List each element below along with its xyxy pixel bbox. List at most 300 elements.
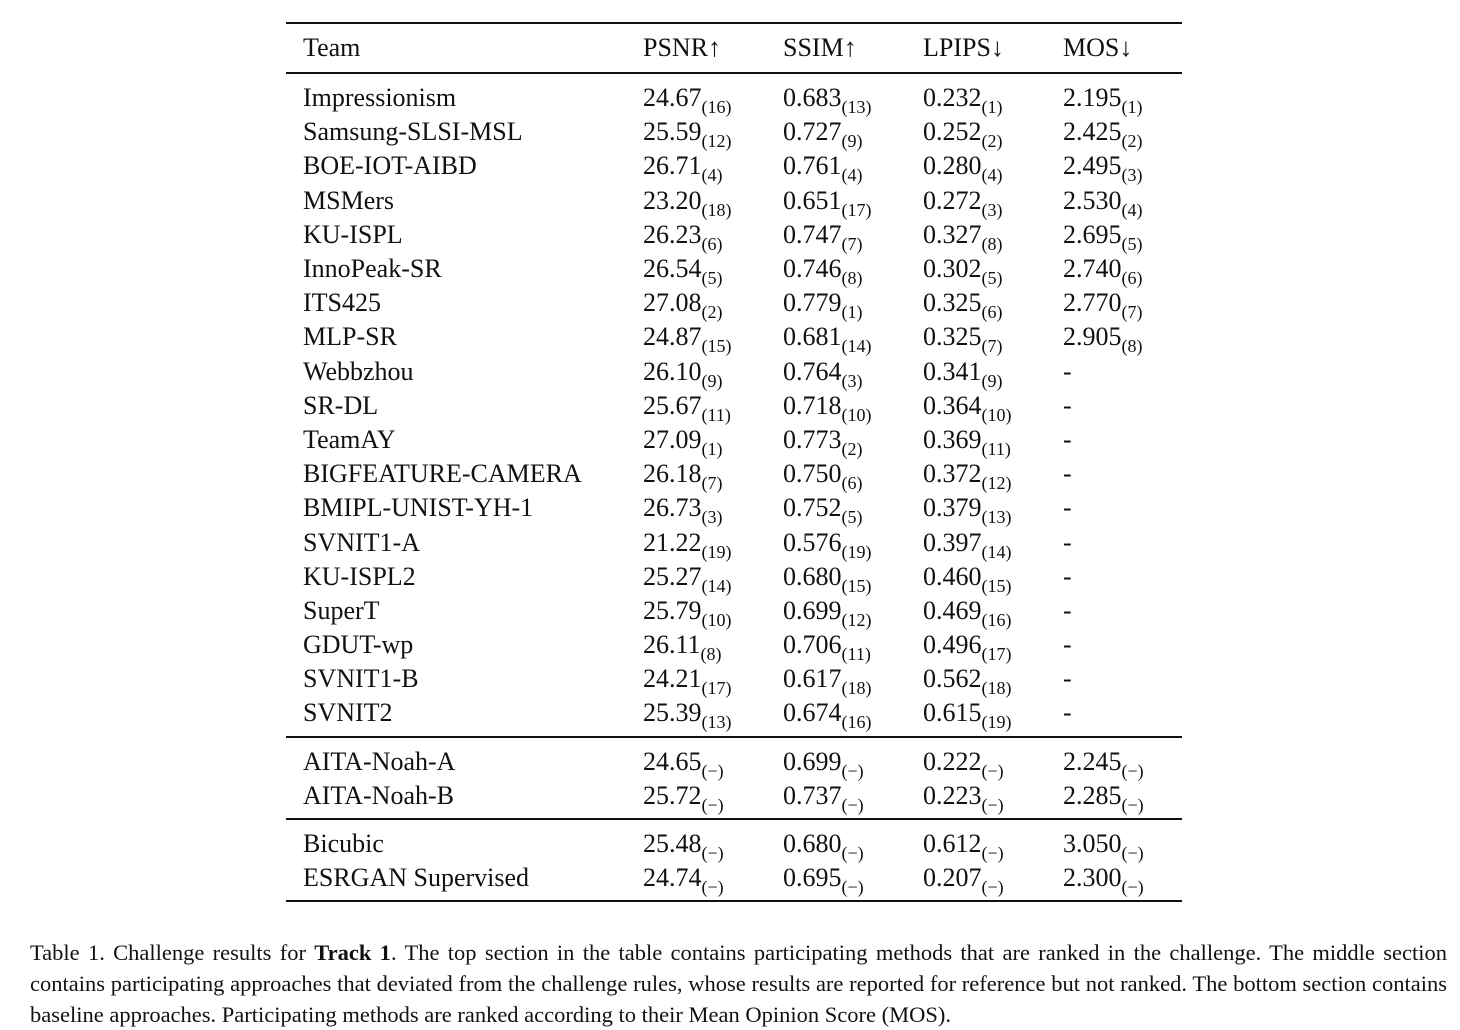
ssim-cell — [783, 457, 923, 494]
lpips-value: 0.341 — [923, 356, 982, 386]
lpips-rank: (18) — [981, 678, 1012, 699]
lpips-rank-value: 7 — [987, 336, 997, 357]
lpips-cell — [923, 662, 1063, 699]
psnr-rank: (−) — [701, 794, 724, 815]
lpips-rank: (9) — [981, 370, 1003, 391]
psnr-value: 27.09 — [643, 424, 702, 454]
psnr-value: 24.87 — [643, 322, 702, 352]
psnr-rank: (2) — [701, 302, 723, 323]
lpips-rank: (10) — [981, 404, 1012, 425]
psnr-cell — [643, 149, 783, 186]
psnr-rank-value: 8 — [706, 644, 716, 665]
mos-cell — [1063, 696, 1182, 736]
mos-rank-value: 2 — [1127, 131, 1137, 152]
caption-track-label: Track 1 — [314, 939, 391, 965]
mos-cell — [1063, 737, 1182, 779]
ssim-value: 0.576 — [783, 527, 842, 557]
lpips-rank: (17) — [981, 644, 1012, 665]
table-header — [286, 23, 1182, 73]
lpips-rank: (19) — [981, 712, 1012, 733]
lpips-rank-value: 3 — [987, 199, 997, 220]
mos-rank-value: 6 — [1127, 268, 1137, 289]
ssim-cell — [783, 662, 923, 699]
team-name: SVNIT1-B — [303, 664, 419, 694]
psnr-rank: (19) — [701, 541, 732, 562]
lpips-rank-value: − — [987, 760, 998, 781]
lpips-rank-value: 10 — [987, 404, 1006, 425]
lpips-cell — [923, 286, 1063, 323]
lpips-value: 0.327 — [923, 219, 982, 249]
ssim-rank-value: 9 — [847, 131, 857, 152]
psnr-rank-value: 18 — [707, 199, 726, 220]
mos-cell — [1063, 149, 1182, 186]
table-row — [286, 149, 1182, 183]
lpips-cell — [923, 73, 1063, 118]
psnr-rank: (13) — [701, 712, 732, 733]
ssim-cell — [783, 560, 923, 594]
lpips-value: 0.280 — [923, 151, 982, 181]
ssim-value: 0.727 — [783, 117, 842, 147]
ssim-rank-value: 14 — [847, 336, 866, 357]
team-name: KU-ISPL2 — [303, 561, 416, 591]
lpips-cell — [923, 115, 1063, 152]
ssim-value: 0.674 — [783, 698, 842, 728]
psnr-rank: (14) — [701, 575, 732, 596]
psnr-value: 25.67 — [643, 390, 702, 420]
mos-rank: (3) — [1121, 165, 1143, 186]
team-name: SuperT — [303, 595, 380, 625]
team-name: MSMers — [303, 185, 395, 215]
table-row — [286, 355, 1182, 389]
lpips-rank-value: 9 — [987, 370, 997, 391]
psnr-cell — [643, 286, 783, 323]
mos-value: - — [1063, 493, 1072, 523]
mos-value: - — [1063, 664, 1072, 694]
psnr-rank: (16) — [701, 97, 732, 118]
ssim-rank: (19) — [841, 541, 872, 562]
ssim-rank-value: − — [847, 794, 858, 815]
team-name: BOE-IOT-AIBD — [303, 151, 477, 181]
table-row — [286, 218, 1182, 252]
mos-value: - — [1063, 698, 1072, 728]
psnr-value: 23.20 — [643, 185, 702, 215]
mos-rank: (−) — [1121, 843, 1144, 864]
ssim-rank: (14) — [841, 336, 872, 357]
psnr-rank-value: 3 — [707, 507, 717, 528]
ssim-value: 0.746 — [783, 254, 842, 284]
lpips-value: 0.397 — [923, 527, 982, 557]
header-ssim: SSIM↑ — [783, 33, 857, 62]
header-mos: MOS↓ — [1063, 33, 1133, 62]
team-name: Impressionism — [303, 83, 457, 113]
psnr-cell — [643, 861, 783, 901]
ssim-cell — [783, 184, 923, 218]
lpips-cell — [923, 423, 1063, 457]
ssim-rank: (7) — [841, 233, 863, 254]
ssim-value: 0.737 — [783, 780, 842, 810]
mos-rank: (−) — [1121, 794, 1144, 815]
psnr-rank-value: 17 — [707, 678, 726, 699]
ssim-rank-value: 19 — [847, 541, 866, 562]
ssim-cell — [783, 115, 923, 152]
lpips-rank-value: 1 — [987, 97, 997, 118]
ssim-value: 0.699 — [783, 595, 842, 625]
ssim-cell — [783, 628, 923, 665]
ssim-value: 0.680 — [783, 829, 842, 859]
mos-value: 2.695 — [1063, 219, 1122, 249]
ssim-rank-value: 10 — [847, 404, 866, 425]
lpips-rank: (7) — [981, 336, 1003, 357]
psnr-cell — [643, 218, 783, 252]
lpips-cell — [923, 560, 1063, 594]
ssim-value: 0.617 — [783, 664, 842, 694]
lpips-cell — [923, 525, 1063, 562]
team-name: Webbzhou — [303, 356, 414, 386]
psnr-rank-value: 16 — [707, 97, 726, 118]
lpips-cell — [923, 696, 1063, 736]
lpips-cell — [923, 320, 1063, 357]
ssim-rank-value: 15 — [847, 575, 866, 596]
lpips-rank: (13) — [981, 507, 1012, 528]
mos-cell — [1063, 73, 1182, 118]
mos-rank-value: − — [1127, 877, 1138, 898]
lpips-value: 0.379 — [923, 493, 982, 523]
psnr-rank: (11) — [701, 404, 731, 425]
lpips-rank-value: 18 — [987, 678, 1006, 699]
mos-value: 2.495 — [1063, 151, 1122, 181]
team-name: BIGFEATURE-CAMERA — [303, 459, 582, 489]
psnr-rank: (10) — [701, 609, 732, 630]
mos-rank: (5) — [1121, 233, 1143, 254]
ssim-rank: (9) — [841, 131, 863, 152]
ssim-rank: (13) — [841, 97, 872, 118]
caption-prefix: Table 1. Challenge results for — [30, 939, 315, 965]
ssim-cell — [783, 286, 923, 323]
lpips-rank-value: 5 — [987, 268, 997, 289]
psnr-value: 26.11 — [643, 630, 701, 660]
lpips-rank: (14) — [981, 541, 1012, 562]
mos-rank-value: 5 — [1127, 233, 1137, 254]
psnr-rank-value: − — [707, 794, 718, 815]
lpips-cell — [923, 594, 1063, 628]
psnr-cell — [643, 525, 783, 562]
lpips-rank-value: 17 — [987, 644, 1006, 665]
psnr-rank: (7) — [701, 473, 723, 494]
psnr-rank-value: 15 — [707, 336, 726, 357]
table-row — [286, 779, 1182, 819]
psnr-value: 26.71 — [643, 151, 702, 181]
mos-cell — [1063, 594, 1182, 628]
table-row — [286, 628, 1182, 662]
team-name: SVNIT2 — [303, 698, 393, 728]
lpips-rank-value: − — [987, 877, 998, 898]
psnr-value: 25.79 — [643, 595, 702, 625]
lpips-rank: (5) — [981, 268, 1003, 289]
mos-value: 2.425 — [1063, 117, 1122, 147]
mos-cell — [1063, 252, 1182, 289]
lpips-value: 0.460 — [923, 561, 982, 591]
ssim-value: 0.718 — [783, 390, 842, 420]
psnr-value: 26.54 — [643, 254, 702, 284]
mos-rank-value: 1 — [1127, 97, 1137, 118]
reference-section — [286, 737, 1182, 819]
mos-value: - — [1063, 390, 1072, 420]
ssim-cell — [783, 423, 923, 457]
mos-rank-value: − — [1127, 760, 1138, 781]
lpips-rank: (11) — [981, 438, 1011, 459]
psnr-value: 25.27 — [643, 561, 702, 591]
psnr-rank-value: 6 — [707, 233, 717, 254]
psnr-rank-value: − — [707, 760, 718, 781]
ssim-rank: (15) — [841, 575, 872, 596]
mos-rank: (2) — [1121, 131, 1143, 152]
psnr-value: 27.08 — [643, 288, 702, 318]
table-row — [286, 389, 1182, 423]
ssim-value: 0.651 — [783, 185, 842, 215]
psnr-cell — [643, 355, 783, 389]
ssim-rank: (−) — [841, 843, 864, 864]
mos-value: 2.905 — [1063, 322, 1122, 352]
ssim-rank-value: 17 — [847, 199, 866, 220]
ssim-value: 0.761 — [783, 151, 842, 181]
lpips-cell — [923, 819, 1063, 864]
ssim-rank-value: − — [847, 877, 858, 898]
mos-value: - — [1063, 424, 1072, 454]
lpips-value: 0.325 — [923, 322, 982, 352]
psnr-rank-value: 2 — [707, 302, 717, 323]
ranked-section — [286, 73, 1182, 737]
ssim-cell — [783, 73, 923, 118]
lpips-rank: (−) — [981, 877, 1004, 898]
psnr-cell — [643, 628, 783, 665]
mos-rank: (−) — [1121, 760, 1144, 781]
ssim-rank: (2) — [841, 438, 863, 459]
lpips-cell — [923, 457, 1063, 494]
lpips-rank-value: 11 — [987, 438, 1005, 459]
psnr-rank-value: 7 — [707, 473, 717, 494]
caption-text: . The top section in the table contains participating methods that are ranked in the challenge. The middle section contains participating approaches that deviated from the challenge rules, whose results are reported for reference but not ranked. The bottom section contains baseline approaches. Participating methods are ranked according to their Mean Opinion Score (MOS). — [30, 939, 1447, 1027]
baseline-section — [286, 819, 1182, 901]
mos-value: 2.530 — [1063, 185, 1122, 215]
psnr-rank: (18) — [701, 199, 732, 220]
mos-rank: (7) — [1121, 302, 1143, 323]
ssim-value: 0.750 — [783, 459, 842, 489]
mos-rank: (6) — [1121, 268, 1143, 289]
table-row — [286, 861, 1182, 901]
ssim-rank-value: 16 — [847, 712, 866, 733]
lpips-cell — [923, 628, 1063, 665]
ssim-rank: (16) — [841, 712, 872, 733]
team-name: TeamAY — [303, 424, 396, 454]
psnr-rank: (1) — [701, 438, 723, 459]
ssim-rank: (−) — [841, 877, 864, 898]
mos-value: - — [1063, 527, 1072, 557]
ssim-rank-value: − — [847, 760, 858, 781]
team-name: ITS425 — [303, 288, 381, 318]
lpips-rank-value: 12 — [987, 473, 1006, 494]
ssim-cell — [783, 491, 923, 528]
psnr-cell — [643, 560, 783, 594]
psnr-rank: (3) — [701, 507, 723, 528]
header-lpips: LPIPS↓ — [923, 33, 1004, 62]
lpips-value: 0.222 — [923, 746, 982, 776]
lpips-cell — [923, 861, 1063, 901]
ssim-rank-value: 8 — [847, 268, 857, 289]
psnr-rank: (4) — [701, 165, 723, 186]
mos-cell — [1063, 819, 1182, 864]
lpips-cell — [923, 218, 1063, 252]
ssim-rank: (4) — [841, 165, 863, 186]
lpips-rank: (15) — [981, 575, 1012, 596]
lpips-value: 0.252 — [923, 117, 982, 147]
team-name: AITA-Noah-B — [303, 780, 454, 810]
psnr-cell — [643, 423, 783, 457]
psnr-rank: (−) — [701, 877, 724, 898]
ssim-rank-value: 11 — [847, 644, 865, 665]
team-name: SR-DL — [303, 390, 379, 420]
mos-rank-value: 3 — [1127, 165, 1137, 186]
psnr-rank-value: 4 — [707, 165, 717, 186]
team-name: InnoPeak-SR — [303, 254, 442, 284]
psnr-rank-value: 12 — [707, 131, 726, 152]
header-psnr: PSNR↑ — [643, 33, 722, 62]
ssim-rank: (3) — [841, 370, 863, 391]
psnr-cell — [643, 737, 783, 779]
table-row — [286, 457, 1182, 491]
mos-value: 2.740 — [1063, 254, 1122, 284]
mos-value: 2.770 — [1063, 288, 1122, 318]
lpips-rank: (8) — [981, 233, 1003, 254]
mos-cell — [1063, 457, 1182, 491]
psnr-rank-value: 11 — [707, 404, 725, 425]
lpips-rank: (1) — [981, 97, 1003, 118]
psnr-value: 25.48 — [643, 829, 702, 859]
psnr-rank: (8) — [700, 644, 722, 665]
ssim-rank-value: 6 — [847, 473, 857, 494]
header-team: Team — [303, 33, 361, 62]
lpips-value: 0.325 — [923, 288, 982, 318]
table-caption — [30, 937, 1447, 1030]
psnr-rank-value: − — [707, 843, 718, 864]
psnr-rank: (6) — [701, 233, 723, 254]
psnr-rank-value: 14 — [707, 575, 726, 596]
lpips-rank-value: 16 — [987, 609, 1006, 630]
psnr-cell — [643, 594, 783, 628]
ssim-value: 0.695 — [783, 863, 842, 893]
lpips-value: 0.372 — [923, 459, 982, 489]
ssim-cell — [783, 320, 923, 357]
psnr-rank: (15) — [701, 336, 732, 357]
team-name: BMIPL-UNIST-YH-1 — [303, 493, 534, 523]
ssim-rank: (6) — [841, 473, 863, 494]
psnr-rank: (17) — [701, 678, 732, 699]
psnr-cell — [643, 184, 783, 218]
results-table — [286, 22, 1182, 902]
mos-cell — [1063, 662, 1182, 696]
psnr-value: 25.72 — [643, 780, 702, 810]
lpips-cell — [923, 355, 1063, 389]
psnr-rank-value: 19 — [707, 541, 726, 562]
psnr-cell — [643, 115, 783, 152]
lpips-value: 0.272 — [923, 185, 982, 215]
ssim-value: 0.683 — [783, 83, 842, 113]
lpips-rank-value: 13 — [987, 507, 1006, 528]
team-name: KU-ISPL — [303, 219, 403, 249]
ssim-rank: (10) — [841, 404, 872, 425]
ssim-cell — [783, 218, 923, 252]
psnr-value: 26.10 — [643, 356, 702, 386]
mos-cell — [1063, 491, 1182, 525]
psnr-rank-value: 1 — [707, 438, 717, 459]
psnr-cell — [643, 696, 783, 736]
mos-value: 2.285 — [1063, 780, 1122, 810]
psnr-value: 25.39 — [643, 698, 702, 728]
ssim-value: 0.779 — [783, 288, 842, 318]
ssim-cell — [783, 779, 923, 819]
ssim-rank-value: − — [847, 843, 858, 864]
table-row — [286, 115, 1182, 149]
lpips-value: 0.612 — [923, 829, 982, 859]
psnr-rank: (5) — [701, 268, 723, 289]
ssim-cell — [783, 149, 923, 186]
ssim-rank: (18) — [841, 678, 872, 699]
mos-rank: (1) — [1121, 97, 1143, 118]
ssim-cell — [783, 737, 923, 779]
ssim-value: 0.699 — [783, 746, 842, 776]
team-name: GDUT-wp — [303, 630, 414, 660]
mos-cell — [1063, 218, 1182, 252]
psnr-value: 24.67 — [643, 83, 702, 113]
mos-rank-value: 7 — [1127, 302, 1137, 323]
lpips-rank-value: 4 — [987, 165, 997, 186]
ssim-rank-value: 4 — [847, 165, 857, 186]
table-row — [286, 737, 1182, 779]
table-row — [286, 423, 1182, 457]
ssim-value: 0.706 — [783, 630, 842, 660]
mos-value: - — [1063, 630, 1072, 660]
mos-rank-value: − — [1127, 843, 1138, 864]
ssim-value: 0.681 — [783, 322, 842, 352]
ssim-cell — [783, 819, 923, 864]
ssim-cell — [783, 594, 923, 628]
table-row — [286, 252, 1182, 286]
psnr-value: 26.73 — [643, 493, 702, 523]
lpips-cell — [923, 149, 1063, 186]
header-row — [286, 23, 1182, 73]
team-name: Samsung-SLSI-MSL — [303, 117, 523, 147]
psnr-value: 25.59 — [643, 117, 702, 147]
lpips-rank-value: 8 — [987, 233, 997, 254]
ssim-rank: (−) — [841, 760, 864, 781]
mos-cell — [1063, 423, 1182, 457]
lpips-value: 0.615 — [923, 698, 982, 728]
ssim-rank: (11) — [841, 644, 871, 665]
lpips-rank: (6) — [981, 302, 1003, 323]
psnr-rank: (−) — [701, 843, 724, 864]
lpips-cell — [923, 779, 1063, 819]
psnr-value: 26.23 — [643, 219, 702, 249]
lpips-rank-value: 19 — [987, 712, 1006, 733]
psnr-rank-value: 10 — [707, 609, 726, 630]
mos-cell — [1063, 320, 1182, 357]
team-name: MLP-SR — [303, 322, 397, 352]
lpips-rank: (2) — [981, 131, 1003, 152]
psnr-cell — [643, 779, 783, 819]
ssim-rank-value: 5 — [847, 507, 857, 528]
lpips-rank: (12) — [981, 473, 1012, 494]
table-row — [286, 491, 1182, 525]
psnr-cell — [643, 662, 783, 699]
